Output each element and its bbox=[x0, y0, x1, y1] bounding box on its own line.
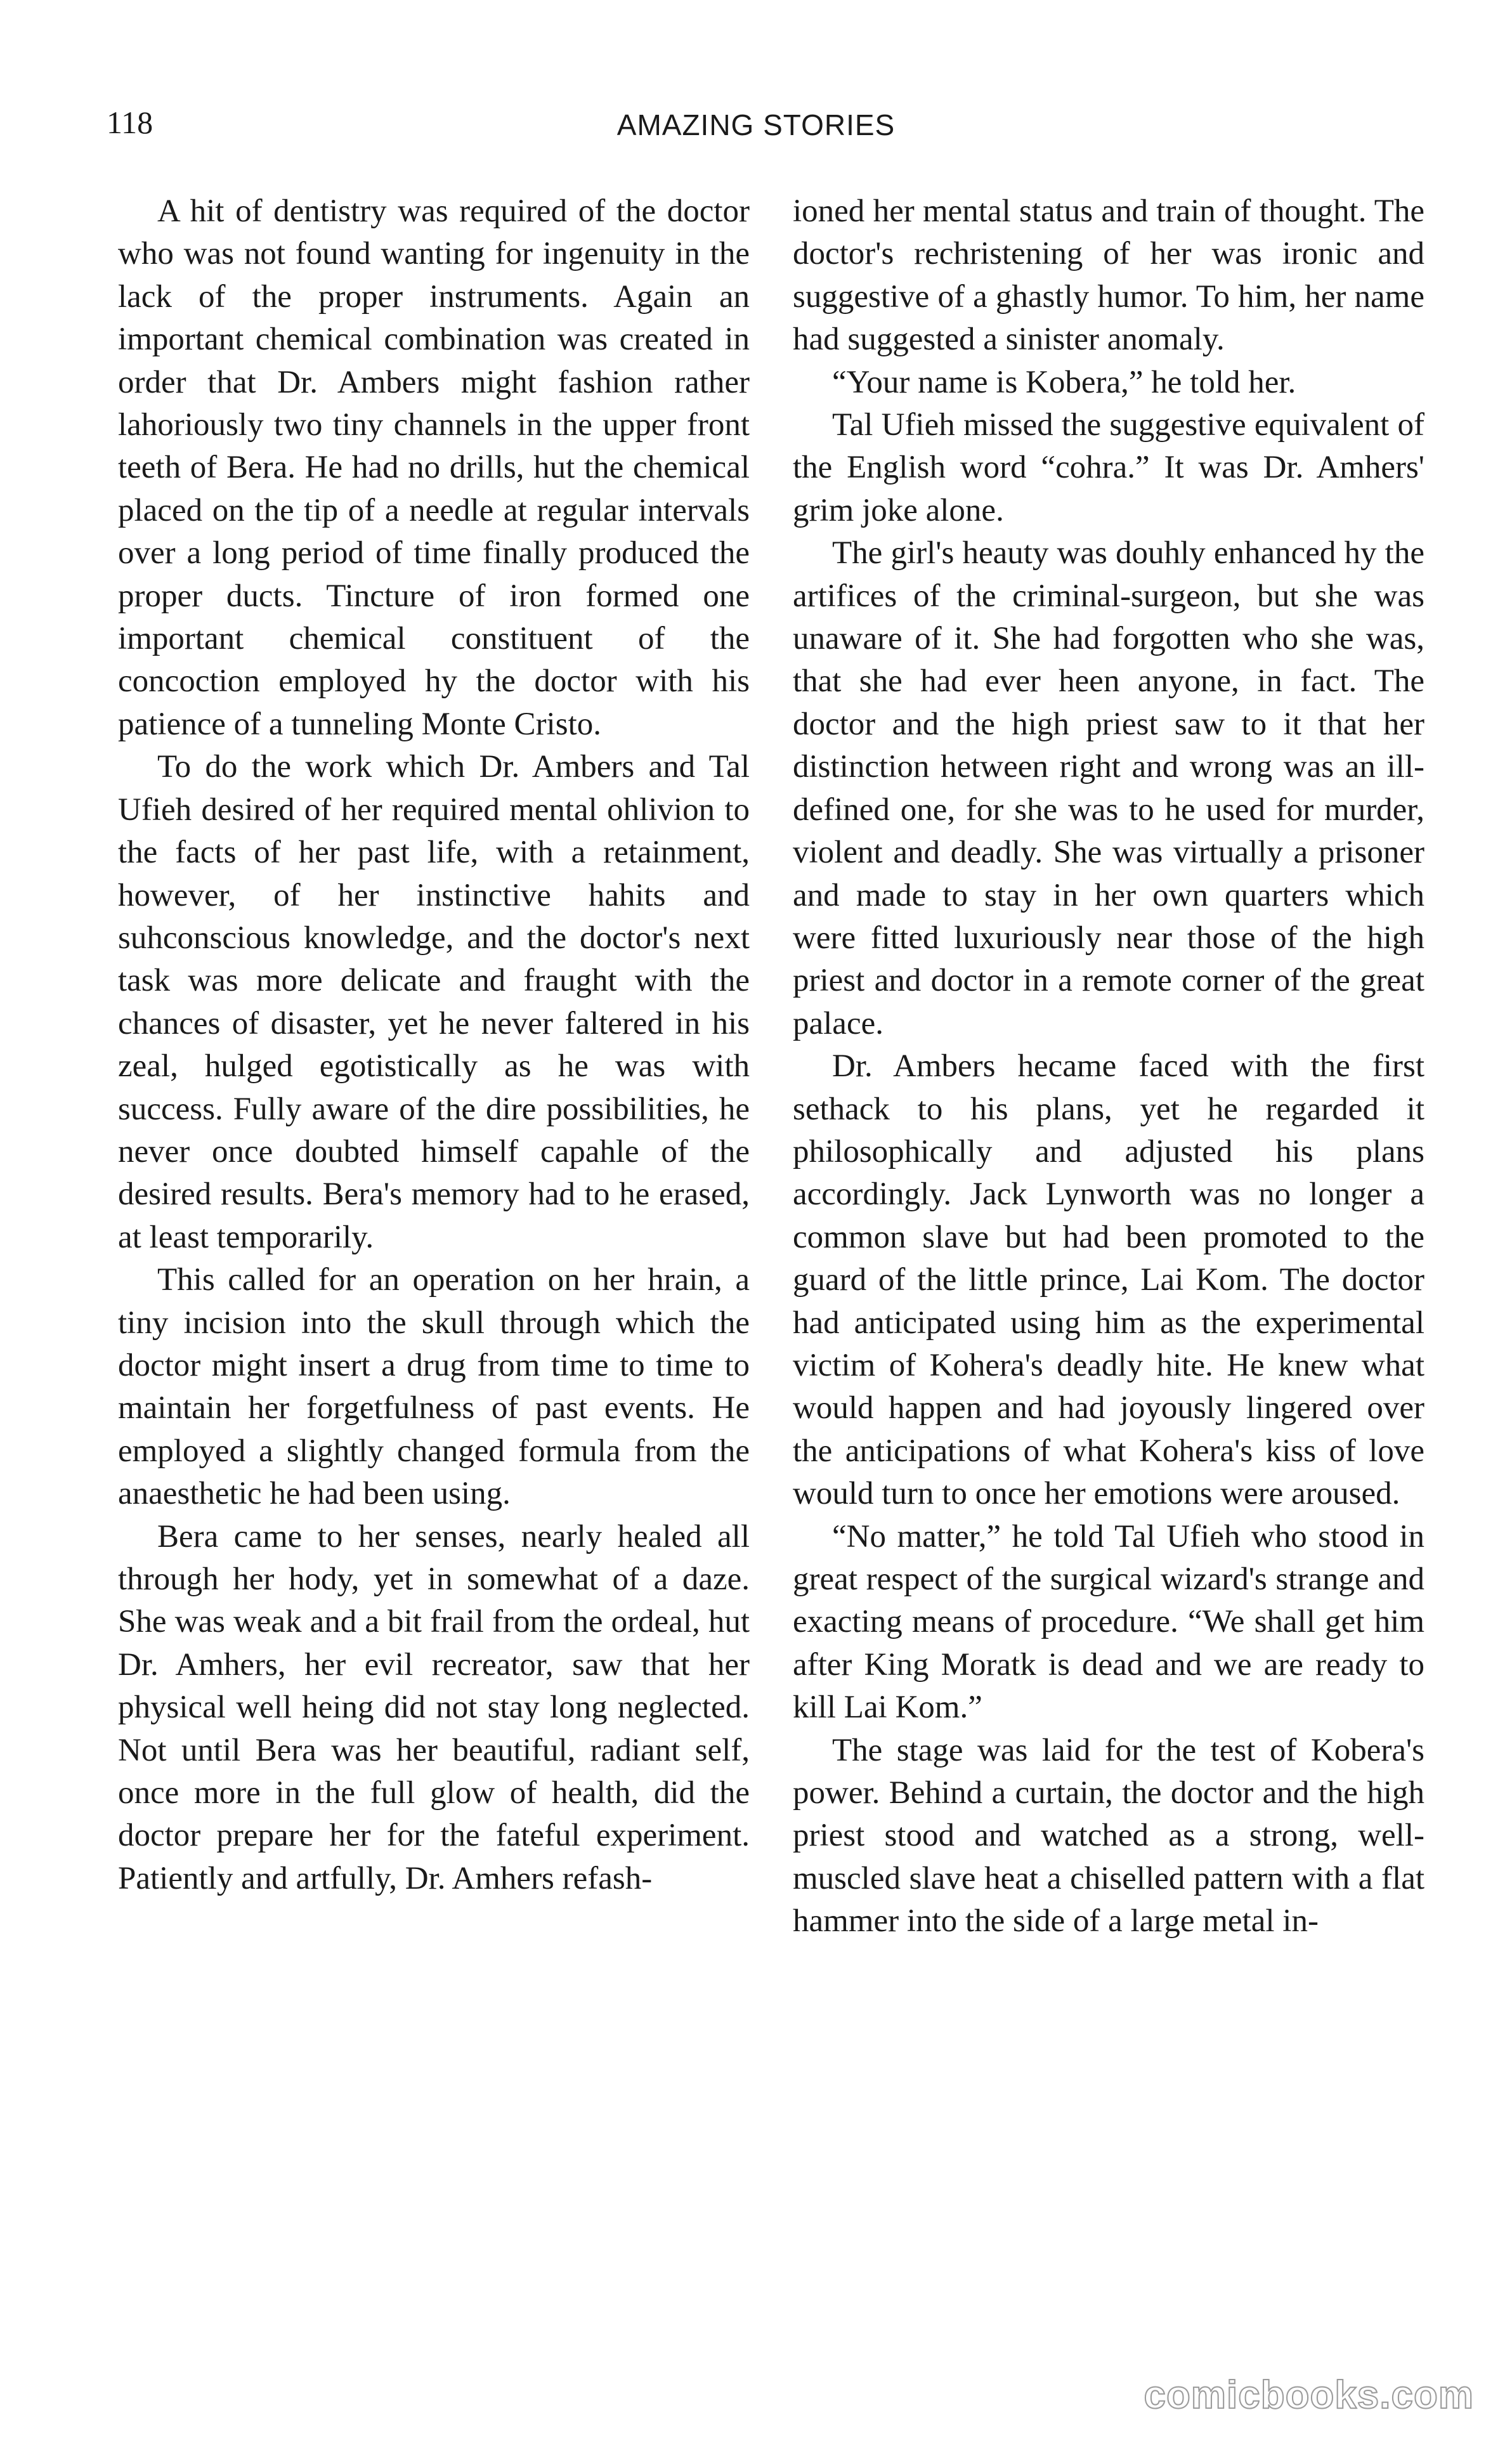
paragraph: The stage was laid for the test of Kobera's power. Behind a curtain, the doctor and the high priest stood and watched as a strong, well-muscled slave heat a chiselled pattern with a flat hammer into the side of a large metal in- bbox=[793, 1732, 1424, 1939]
paragraph: “Your name is Kobera,” he told her. bbox=[832, 364, 1296, 400]
running-head: AMAZING STORIES bbox=[616, 108, 896, 141]
paragraph: The girl's heauty was douhly enhanced hy the artifices of the criminal-surgeon, but she was unaware of it. She had forgotten who she was, that she had ever heen anyone, in fact. The doctor and the high priest saw to it that her distinction hetween right and wrong was an ill-defined one, for she was to he used for murder, violent and deadly. She was virtually a prisoner and made to stay in her own quarters which were fitted luxuriously near those of the high priest and doctor in a remote corner of the great palace. bbox=[793, 535, 1424, 1041]
paragraph: This called for an operation on her hrain, a tiny incision into the skull through which the doctor might insert a drug from time to time to maintain her forgetfulness of past events. He employed a slightly changed formula from the anaesthetic he had been using. bbox=[118, 1262, 750, 1512]
paragraph-continued: ioned her mental status and train of thought. The doctor's rechristening of her was ironic and suggestive of a ghastly humor. To him, her name had suggested a sinister anomaly. bbox=[793, 193, 1424, 358]
right-column bbox=[793, 190, 1424, 1943]
left-column bbox=[118, 190, 750, 1900]
paragraph: Tal Ufieh missed the suggestive equivalent of the English word “cohra.” It was Dr. Amhers' grim joke alone. bbox=[793, 407, 1424, 528]
paragraph: Dr. Ambers hecame faced with the first sethack to his plans, yet he regarded it philosophically and adjusted his plans accordingly. Jack Lynworth was no longer a common slave but had been promoted to the guard of the little prince, Lai Kom. The doctor had anticipated using him as the experimental victim of Kohera's deadly hite. He knew what would happen and had joyously lingered over the anticipations of what Kohera's kiss of love would turn to once her emotions were aroused. bbox=[793, 1048, 1424, 1512]
page-number: 118 bbox=[107, 105, 153, 140]
watermark: comicbooks.com bbox=[1144, 2373, 1474, 2417]
paragraph: Bera came to her senses, nearly healed all through her hody, yet in somewhat of a daze. She was weak and a bit frail from the ordeal, hut Dr. Amhers, her evil recreator, saw that her physical well heing did not stay long neglected. Not until Bera was her beautiful, radiant self, once more in the full glow of health, did the doctor prepare her for the fateful experiment. Patiently and artfully, Dr. Amhers refash- bbox=[118, 1518, 750, 1896]
paragraph: “No matter,” he told Tal Ufieh who stood in great respect of the surgical wizard's strange and exacting means of procedure. “We shall get him after King Moratk is dead and we are ready to kill Lai Kom.” bbox=[793, 1518, 1424, 1726]
paragraph: To do the work which Dr. Ambers and Tal Ufieh desired of her required mental ohlivion to the facts of her past life, with a retainment, however, of her instinctive hahits and suhconscious knowledge, and the doctor's next task was more delicate and fraught with the chances of disaster, yet he never faltered in his zeal, hulged egotistically as he was with success. Fully aware of the dire possibilities, he never once doubted himself capahle of the desired results. Bera's memory had to he erased, at least temporarily. bbox=[118, 749, 750, 1255]
paragraph: A hit of dentistry was required of the doctor who was not found wanting for ingenuity in the lack of the proper instruments. Again an important chemical combination was created in order that Dr. Ambers might fashion rather lahoriously two tiny channels in the upper front teeth of Bera. He had no drills, hut the chemical placed on the tip of a needle at regular intervals over a long period of time finally produced the proper ducts. Tincture of iron formed one important chemical constituent of the concoction employed hy the doctor with his patience of a tunneling Monte Cristo. bbox=[118, 193, 750, 742]
